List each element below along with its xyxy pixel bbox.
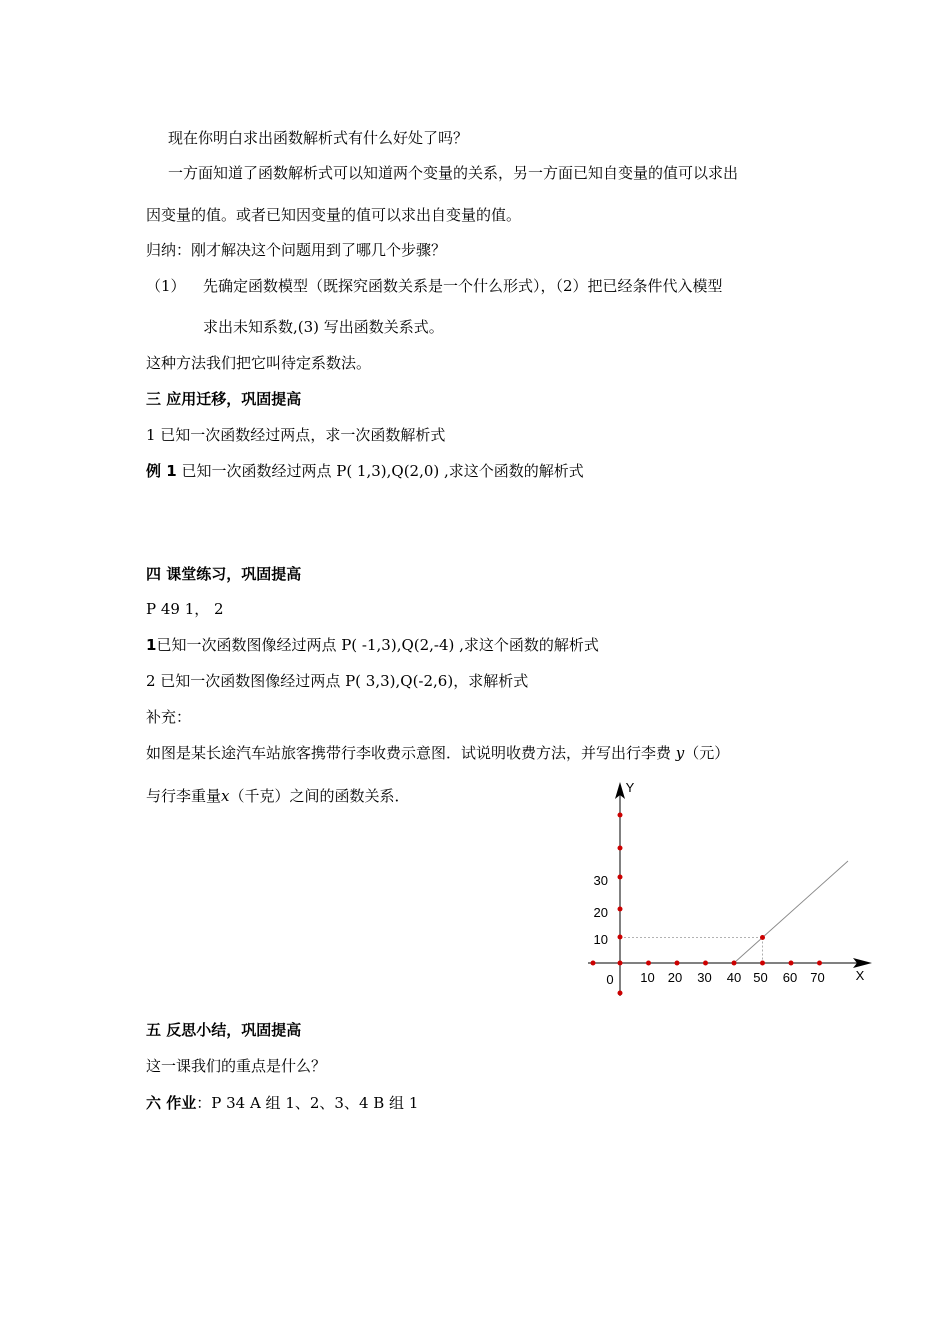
- chart-axes: [588, 782, 872, 996]
- question-line1-unit: （元）: [684, 744, 730, 762]
- summary-line: 归纳：刚才解决这个问题用到了哪几个步骤？: [146, 241, 447, 259]
- x-tick-dot: [591, 961, 596, 966]
- step1-text: 先确定函数模型（既探究函数关系是一个什么形式），（2）把已经条件代入模型: [203, 277, 723, 295]
- series-segment: [734, 938, 763, 964]
- x-tick-label: 10: [640, 970, 655, 985]
- supplement-label: 补充：: [146, 708, 192, 726]
- var-x: x: [221, 787, 230, 805]
- section-heading-3: 三 应用迁移，巩固提高: [146, 390, 302, 408]
- para-question: 现在你明白求出函数解析式有什么好处了吗？: [168, 129, 469, 147]
- section-heading-4: 四 课堂练习，巩固提高: [146, 565, 302, 583]
- origin-dot: [618, 961, 623, 966]
- y-tick-label: 30: [593, 873, 608, 888]
- x-tick-dot: [646, 961, 651, 966]
- chart-series: [734, 861, 848, 963]
- section-heading-5: 五 反思小结，巩固提高: [146, 1021, 302, 1039]
- para-answer-line1: 一方面知道了函数解析式可以知道两个变量的关系，另一方面已知自变量的值可以求出: [168, 164, 739, 182]
- question-line1-text: 如图是某长途汽车站旅客携带行李收费示意图．试说明收费方法，并写出行李费: [146, 744, 672, 762]
- x-tick-dot: [760, 961, 765, 966]
- x-tick-label: 70: [810, 970, 825, 985]
- chart-guides: [620, 938, 763, 964]
- question-line2-start: 与行李重量: [146, 787, 222, 805]
- p49-line: P 49 1， 2: [146, 600, 224, 618]
- x-tick-dot: [675, 961, 680, 966]
- exercise-2: 2 已知一次函数图像经过两点 P( 3,3),Q(-2,6)，求解析式: [146, 672, 529, 690]
- exercise-1-text: 已知一次函数图像经过两点 P( -1,3),Q(2,-4) ,求这个函数的解析式: [156, 636, 599, 654]
- homework-label: 六 作业: [146, 1094, 197, 1112]
- example-1-text: 已知一次函数经过两点 P( 1,3),Q(2,0) ,求这个函数的解析式: [181, 462, 584, 480]
- exercise-1-number: 1: [146, 636, 157, 654]
- x-axis-label: X: [855, 968, 865, 983]
- y-tick-label: 10: [593, 932, 608, 947]
- x-tick-dot: [703, 961, 708, 966]
- homework-text: ：P 34 A 组 1、2、3、4 B 组 1: [196, 1094, 419, 1112]
- x-tick-dot: [817, 961, 822, 966]
- y-tick-label: 20: [593, 905, 608, 920]
- y-tick-dot: [618, 991, 623, 996]
- step-continuation: 求出未知系数,(3) 写出函数关系式。: [203, 318, 444, 336]
- x-tick-label: 40: [726, 970, 742, 985]
- x-tick-label: 50: [753, 970, 768, 985]
- chart-labels: [594, 780, 865, 987]
- x-tick-dot: [732, 961, 737, 966]
- method-line: 这种方法我们把它叫待定系数法。: [146, 354, 372, 372]
- step1-number: （1）: [146, 277, 186, 295]
- origin-label: 0: [606, 972, 614, 987]
- series-point: [760, 935, 765, 940]
- x-tick-label: 30: [697, 970, 712, 985]
- y-axis-label: Y: [625, 780, 635, 795]
- y-tick-dot: [618, 907, 623, 912]
- x-tick-dot: [789, 961, 794, 966]
- chart-dots: [591, 813, 823, 996]
- example-1-label: 例 1: [146, 462, 177, 480]
- item-1: 1 已知一次函数经过两点，求一次函数解析式: [146, 426, 446, 444]
- var-y: y: [675, 744, 685, 762]
- y-tick-dot: [618, 846, 623, 851]
- y-tick-dot: [618, 813, 623, 818]
- reflect-question: 这一课我们的重点是什么？: [146, 1057, 327, 1075]
- para-answer-line2: 因变量的值。或者已知因变量的值可以求出自变量的值。: [146, 206, 522, 224]
- question-line2-end: （千克）之间的函数关系．: [229, 787, 410, 805]
- x-tick-label: 20: [667, 970, 683, 985]
- y-tick-dot: [618, 875, 623, 880]
- y-tick-dot: [618, 935, 623, 940]
- series-segment: [763, 861, 849, 938]
- x-tick-label: 60: [782, 970, 798, 985]
